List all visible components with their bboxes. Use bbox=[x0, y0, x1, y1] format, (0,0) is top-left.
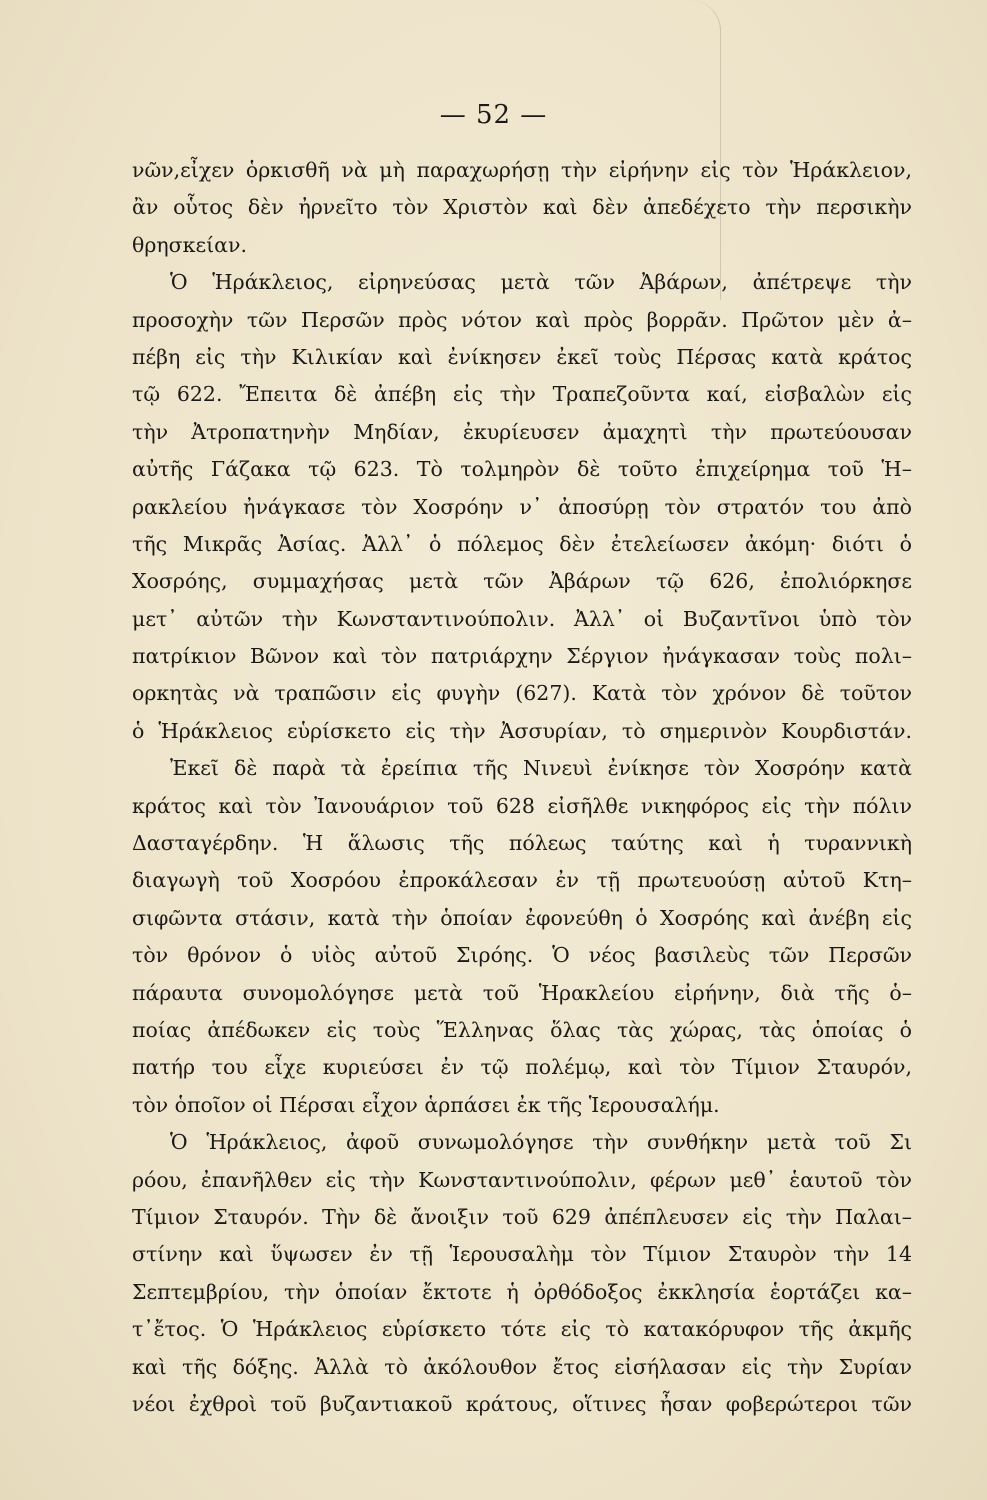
text-line: πάραυτα συνομολόγησε μετὰ τοῦ Ἡρακλείου εἰρήνην, διὰ τῆς ὁ– bbox=[132, 980, 912, 1005]
text-line: Δασταγέρδην. Ἡ ἅλωσις τῆς πόλεως ταύτης καὶ ἡ τυραννικὴ bbox=[132, 831, 912, 856]
text-line: πατρίκιον Βῶνον καὶ τὸν πατριάρχην Σέργιον ἠνάγκασαν τοὺς πολι– bbox=[132, 644, 912, 669]
text-line: τὴν Ἀτροπατηνὴν Μηδίαν, ἐκυρίευσεν ἀμαχητὶ τὴν πρωτεύουσαν bbox=[132, 419, 912, 444]
text-line: ρόου, ἐπανῆλθεν εἰς τὴν Κωνσταντινούπολιν, φέρων μεθ᾽ ἑαυτοῦ τὸν bbox=[132, 1167, 912, 1192]
text-line: πέβη εἰς τὴν Κιλικίαν καὶ ἐνίκησεν ἐκεῖ τοὺς Πέρσας κατὰ κράτος bbox=[132, 344, 912, 369]
text-line: τῷ 622. Ἔπειτα δὲ ἀπέβη εἰς τὴν Τραπεζοῦντα καί, εἰσβαλὼν εἰς bbox=[132, 382, 912, 407]
body-text bbox=[132, 152, 912, 1423]
text-line: Ἐκεῖ δὲ παρὰ τὰ ἐρείπια τῆς Νινευὶ ἐνίκησε τὸν Χοσρόην κατὰ bbox=[170, 756, 912, 781]
text-line: ρακλείου ἠνάγκασε τὸν Χοσρόην ν᾽ ἀποσύρῃ τὸν στρατόν του ἀπὸ bbox=[132, 494, 912, 519]
text-line: τῆς Μικρᾶς Ἀσίας. Ἀλλ᾽ ὁ πόλεμος δὲν ἐτελείωσεν ἀκόμη· διότι ὁ bbox=[132, 531, 912, 556]
text-line: στίνην καὶ ὕψωσεν ἐν τῇ Ἱερουσαλὴμ τὸν Τίμιον Σταυρὸν τὴν 14 bbox=[132, 1242, 912, 1267]
text-line: πατήρ του εἶχε κυριεύσει ἐν τῷ πολέμῳ, καὶ τὸν Τίμιον Σταυρόν, bbox=[132, 1055, 912, 1080]
text-line: νῶν,εἶχεν ὁρκισθῆ νὰ μὴ παραχωρήσῃ τὴν εἰρήνην εἰς τὸν Ἡράκλειον, bbox=[132, 158, 912, 182]
text-line: ορκητὰς νὰ τραπῶσιν εἰς φυγὴν (627). Κατὰ τὸν χρόνον δὲ τοῦτον bbox=[132, 681, 912, 706]
text-line: Τίμιον Σταυρόν. Τὴν δὲ ἄνοιξιν τοῦ 629 ἀπέπλευσεν εἰς τὴν Παλαι– bbox=[132, 1204, 912, 1229]
text-line: Ὁ Ἡράκλειος, ἀφοῦ συνωμολόγησε τὴν συνθήκην μετὰ τοῦ Σι bbox=[170, 1130, 912, 1155]
page-number: — 52 — bbox=[439, 100, 548, 130]
text-line: τ᾽ἔτος. Ὁ Ἡράκλειος εὑρίσκετο τότε εἰς τὸ κατακόρυφον τῆς ἀκμῆς bbox=[132, 1317, 912, 1342]
text-line: Χοσρόης, συμμαχήσας μετὰ τῶν Ἀβάρων τῷ 626, ἐπολιόρκησε bbox=[132, 569, 912, 594]
text-line: ποίας ἀπέδωκεν εἰς τοὺς Ἕλληνας ὅλας τὰς χώρας, τὰς ὁποίας ὁ bbox=[132, 1017, 912, 1042]
text-line: αὐτῆς Γάζακα τῷ 623. Τὸ τολμηρὸν δὲ τοῦτο ἐπιχείρημα τοῦ Ἡ– bbox=[132, 457, 912, 482]
text-line: Σεπτεμβρίου, τὴν ὁποίαν ἔκτοτε ἡ ὀρθόδοξος ἐκκλησία ἑορτάζει κα– bbox=[132, 1279, 912, 1304]
text-line: Ὁ Ἡράκλειος, εἰρηνεύσας μετὰ τῶν Ἀβάρων, ἀπέτρεψε τὴν bbox=[170, 270, 912, 295]
text-line: τὸν ὁποῖον οἱ Πέρσαι εἶχον ἁρπάσει ἐκ τῆς Ἱερουσαλήμ. bbox=[132, 1092, 720, 1117]
text-line: θρησκείαν. bbox=[132, 232, 247, 257]
text-line: νέοι ἐχθροὶ τοῦ βυζαντιακοῦ κράτους, οἵτινες ἦσαν φοβερώτεροι τῶν bbox=[132, 1391, 912, 1416]
text-line: μετ᾽ αὐτῶν τὴν Κωνσταντινούπολιν. Ἀλλ᾽ οἱ Βυζαντῖνοι ὑπὸ τὸν bbox=[132, 606, 912, 631]
text-line: τὸν θρόνον ὁ υἱὸς αὐτοῦ Σιρόης. Ὁ νέος βασιλεὺς τῶν Περσῶν bbox=[132, 943, 912, 968]
text-line: ὁ Ἡράκλειος εὑρίσκετο εἰς τὴν Ἀσσυρίαν, τὸ σημερινὸν Κουρδιστάν. bbox=[132, 718, 912, 743]
text-line: καὶ τῆς δόξης. Ἀλλὰ τὸ ἀκόλουθον ἔτος εἰσήλασαν εἰς τὴν Συρίαν bbox=[132, 1354, 912, 1379]
text-line: ἂν οὗτος δὲν ἠρνεῖτο τὸν Χριστὸν καὶ δὲν ἀπεδέχετο τὴν περσικὴν bbox=[132, 195, 912, 220]
text-line: διαγωγὴ τοῦ Χοσρόου ἐπροκάλεσαν ἐν τῇ πρωτευούσῃ αὐτοῦ Κτη– bbox=[132, 868, 912, 893]
text-line: σιφῶντα στάσιν, κατὰ τὴν ὁποίαν ἐφονεύθη ὁ Χοσρόης καὶ ἀνέβη εἰς bbox=[132, 905, 912, 930]
text-line: προσοχὴν τῶν Περσῶν πρὸς νότον καὶ πρὸς βορρᾶν. Πρῶτον μὲν ἀ– bbox=[132, 307, 912, 332]
text-line: κράτος καὶ τὸν Ἰανουάριον τοῦ 628 εἰσῆλθε νικηφόρος εἰς τὴν πόλιν bbox=[132, 793, 912, 818]
